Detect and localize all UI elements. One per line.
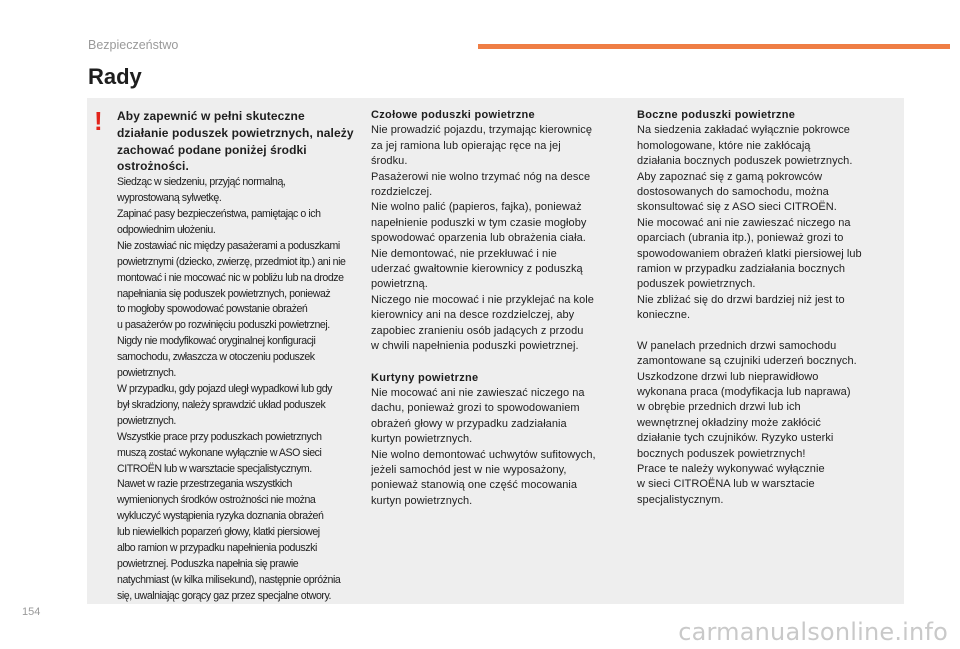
front-airbags-heading: Czołowe poduszki powietrzne [371, 109, 535, 121]
text-line: Nigdy nie modyfikować oryginalnej konfiguracji [117, 335, 316, 348]
text-line: napełniania się poduszek powietrznych, ponieważ [117, 287, 331, 300]
text-line: powietrznych. [117, 367, 176, 380]
watermark: carmanualsonline.info [678, 618, 948, 646]
text-line: obrażeń głowy w przypadku zadziałania [371, 417, 567, 430]
text-line: powietrznej. Poduszka napełnia się prawie [117, 557, 299, 570]
text-line: samochodu, zwłaszcza w otoczeniu poduszek [117, 351, 315, 364]
text-line: Niczego nie mocować i nie przyklejać na kole [371, 293, 594, 306]
door-sensors-text [637, 339, 897, 508]
text-line: wyprostowaną sylwetkę. [117, 192, 222, 205]
text-line: W panelach przednich drzwi samochodu [637, 339, 837, 352]
text-line: Siedząc w siedzeniu, przyjąć normalną, [117, 176, 286, 189]
text-line: to mogłoby spowodować powstanie obrażeń [117, 303, 308, 316]
text-line: Nawet w razie przestrzegania wszystkich [117, 478, 292, 491]
text-line: Na siedzenia zakładać wyłącznie pokrowce [637, 124, 850, 137]
text-line: spowodowaniem obrażeń klatki piersiowej lub [637, 247, 862, 260]
text-line: Prace te należy wykonywać wyłącznie [637, 462, 825, 475]
text-line: kierownicy ani na desce rozdzielczej, aby [371, 309, 575, 322]
text-line: był skradziony, należy sprawdzić układ poduszek [117, 398, 326, 411]
text-line: wykluczyć wystąpienia ryzyka doznania obrażeń [117, 510, 324, 523]
exclamation-icon: ! [94, 106, 103, 136]
text-line: Nie zostawiać nic między pasażerami a poduszkami [117, 239, 340, 252]
text-line: wymienionych środków ostrożności nie można [117, 494, 316, 507]
text-line: oparciach (ubrania itp.), ponieważ grozi to [637, 232, 844, 245]
text-line: działanie tych czujników. Ryzyko usterki [637, 432, 834, 445]
text-line: u pasażerów po rozwinięciu poduszki powietrznej. [117, 319, 330, 332]
text-line: zamontowane są czujniki uderzeń bocznych. [637, 355, 857, 368]
text-line: poduszek powietrznych. [637, 278, 756, 291]
text-line: Nie mocować ani nie zawieszać niczego na [371, 386, 585, 399]
text-line: spowodować oparzenia lub obrażenia ciała. [371, 232, 586, 245]
header-rule [478, 44, 950, 49]
text-line: kurtyn powietrznych. [371, 494, 473, 507]
text-line: ponieważ stanowią one część mocowania [371, 479, 578, 492]
text-line: W przypadku, gdy pojazd uległ wypadkowi lub gdy [117, 382, 332, 395]
text-line: Nie mocować ani nie zawieszać niczego na [637, 216, 851, 229]
general-advice-text [117, 175, 357, 604]
page-title: Rady [88, 64, 142, 89]
column-side [637, 108, 897, 508]
text-line: rozdzielczej. [371, 186, 433, 199]
side-airbags-text [637, 123, 897, 323]
text-line: skonsultować się z ASO sieci CITROËN. [637, 201, 837, 214]
text-line: kurtyn powietrznych. [371, 433, 473, 446]
text-line: powietrzną. [371, 278, 428, 291]
text-line: wykonana praca (modyfikacja lub naprawa) [637, 385, 851, 398]
text-line: powietrznymi (dziecko, zwierzę, przedmiot itp.) ani nie [117, 255, 346, 268]
text-line: Aby zapoznać się z gamą pokrowców [637, 170, 823, 183]
text-line: lub niewielkich poparzeń głowy, klatki piersiowej [117, 526, 320, 539]
text-line: w chwili napełnienia poduszki powietrznej. [371, 340, 579, 353]
text-line: Zapinać pasy bezpieczeństwa, pamiętając o ich [117, 208, 321, 220]
page-number: 154 [22, 606, 41, 618]
text-line: w sieci CITROËNA lub w warsztacie [637, 478, 815, 491]
column-front-curtain [371, 108, 633, 509]
text-line: Nie wolno demontować uchwytów sufitowych, [371, 448, 596, 461]
text-line: specjalistycznym. [637, 493, 724, 506]
text-line: dostosowanych do samochodu, można [637, 186, 829, 199]
text-line: konieczne. [637, 309, 691, 322]
section-label: Bezpieczeństwo [88, 38, 179, 52]
text-line: za jej ramiona lub opierając ręce na jej [371, 139, 561, 152]
text-line: Nie prowadzić pojazdu, trzymając kierownicę [371, 124, 593, 137]
text-line: uderzać gwałtownie kierownicy z poduszką [371, 263, 583, 276]
column-general [117, 108, 357, 605]
side-airbags-heading: Boczne poduszki powietrzne [637, 109, 796, 121]
text-line: w obrębie przednich drzwi lub ich [637, 401, 801, 414]
text-line: środku. [371, 155, 408, 168]
text-line: powietrznych. [117, 414, 176, 427]
text-line: Wszystkie prace przy poduszkach powietrznych [117, 430, 322, 443]
warning-intro: Aby zapewnić w pełni skuteczne działanie poduszek powietrznych, należy zachować podane poniżej środki ostrożności. [117, 109, 354, 174]
text-line: zapobiec zranieniu osób jadących z przodu [371, 324, 584, 337]
text-line: homologowane, które nie zakłócają [637, 139, 811, 152]
text-line: Nie demontować, nie przekłuwać i nie [371, 247, 557, 260]
text-line: CITROËN lub w warsztacie specjalistycznym. [117, 462, 312, 475]
text-line: albo ramion w przypadku napełnienia poduszki [117, 542, 317, 555]
text-line: dachu, ponieważ grozi to spowodowaniem [371, 402, 580, 415]
text-line: muszą zostać wykonane wyłącznie w ASO sieci [117, 446, 322, 459]
text-line: wewnętrznej okładziny może zakłócić [637, 416, 821, 429]
text-line: Pasażerowi nie wolno trzymać nóg na desce [371, 170, 591, 183]
text-line: bocznych poduszek powietrznych! [637, 447, 806, 460]
text-line: się, uwalniając gorący gaz przez specjalne otwory. [117, 589, 332, 602]
text-line: jeżeli samochód jest w nie wyposażony, [371, 463, 567, 476]
text-line: napełnienie poduszki w tym czasie mogłoby [371, 216, 587, 229]
curtain-airbags-heading: Kurtyny powietrzne [371, 371, 479, 384]
text-line: Nie zbliżać się do drzwi bardziej niż jest to [637, 293, 845, 306]
text-line: odpowiednim ułożeniu. [117, 223, 216, 236]
text-line: Uszkodzone drzwi lub nieprawidłowo [637, 370, 819, 383]
text-line: Nie wolno palić (papieros, fajka), ponieważ [371, 201, 582, 214]
front-airbags-text [371, 123, 633, 354]
curtain-airbags-text [371, 386, 633, 509]
text-line: działania bocznych poduszek powietrznych. [637, 155, 853, 168]
text-line: natychmiast (w kilka milisekund), następnie opróżnia [117, 573, 341, 586]
text-line: ramion w przypadku zadziałania bocznych [637, 263, 846, 276]
text-line: montować i nie mocować nic w pobliżu lub na drodze [117, 271, 344, 284]
